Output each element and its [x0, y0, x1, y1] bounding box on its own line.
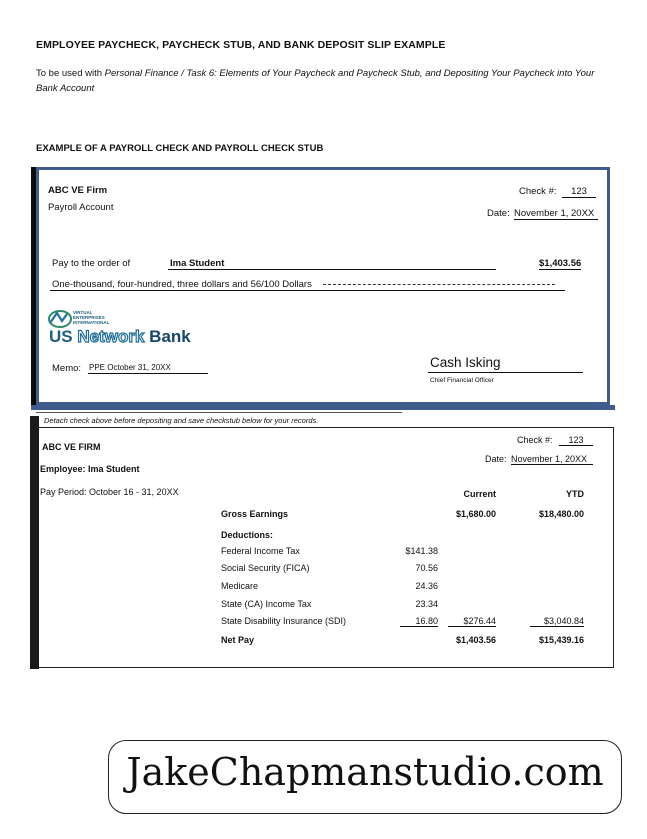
stub-check-number: 123 [559, 435, 593, 446]
deduction-label: Social Security (FICA) [221, 563, 310, 573]
col-current-header: Current [463, 489, 496, 499]
net-pay-ytd: $15,439.16 [538, 635, 584, 645]
stub-date: November 1, 20XX [511, 454, 593, 465]
check-firm-name: ABC VE Firm [48, 185, 108, 196]
deduction-label: Medicare [221, 581, 259, 591]
deductions-total-ytd: $3,040.84 [530, 616, 584, 627]
payee-line [168, 269, 496, 270]
logo-line-1: VIRTUAL [73, 310, 93, 315]
globe-icon [47, 309, 73, 329]
bank-name: US Network Bank [49, 327, 191, 346]
stub-employee: Employee: Ima Student [40, 464, 140, 474]
amount-words-dash-fill [323, 284, 555, 285]
logo-line-2: ENTERPRISES [73, 315, 105, 320]
gross-current: $1,680.00 [455, 509, 496, 519]
memo-line [88, 373, 208, 374]
logo-line-3: INTERNATIONAL [73, 320, 110, 325]
deductions-label: Deductions: [221, 530, 274, 540]
net-pay-label: Net Pay [221, 635, 255, 645]
amount-in-words: One-thousand, four-hundred, three dollars and 56/100 Dollars [52, 279, 312, 290]
col-ytd-header: YTD [566, 489, 584, 499]
detach-line [36, 412, 402, 413]
net-pay-current: $1,403.56 [455, 635, 496, 645]
stub-pay-period: Pay Period: October 16 - 31, 20XX [40, 487, 179, 497]
deduction-label: State (CA) Income Tax [221, 599, 312, 609]
check-account-name: Payroll Account [48, 202, 114, 213]
check-amount: $1,403.56 [539, 258, 582, 269]
memo-text: PPE October 31, 20XX [89, 363, 171, 372]
signature: Cash Isking [430, 355, 501, 370]
check-number: 123 [562, 186, 596, 198]
document-title: EMPLOYEE PAYCHECK, PAYCHECK STUB, AND BANK DEPOSIT SLIP EXAMPLE [36, 39, 446, 51]
deduction-label: State Disability Insurance (SDI) [221, 616, 347, 626]
stub-date-label: Date: [485, 454, 507, 464]
amount-words-line [50, 290, 565, 291]
deduction-amount: 24.36 [415, 581, 438, 591]
deduction-amount: 70.56 [415, 563, 438, 573]
gross-ytd: $18,480.00 [538, 509, 584, 519]
intro-text: To be used with Personal Finance / Task 6: Elements of Your Paycheck and Paycheck Stub, and Depositing Your Paycheck into Your Bank Account [36, 68, 595, 94]
deductions-total-current: $276.44 [448, 616, 496, 627]
watermark-text: JakeChapmanstudio.com [126, 750, 604, 794]
gross-earnings-label: Gross Earnings [221, 509, 289, 519]
memo-label: Memo: [52, 363, 82, 374]
check-number-label: Check #: [519, 186, 557, 197]
check-bottom-border [31, 405, 615, 410]
detach-note: Detach check above before depositing and save checkstub below for your records. [44, 416, 319, 425]
deduction-amount: $141.38 [405, 546, 438, 556]
deduction-amount: 16.80 [400, 616, 438, 627]
signature-line [428, 372, 583, 373]
section-title: EXAMPLE OF A PAYROLL CHECK AND PAYROLL CHECK STUB [36, 143, 324, 154]
signer-title: Chief Financial Officer [430, 377, 494, 384]
pay-to-label: Pay to the order of [52, 258, 131, 269]
stub-check-number-label: Check #: [517, 435, 553, 445]
check-date-label: Date: [487, 208, 510, 219]
stub-firm-name: ABC VE FIRM [42, 442, 101, 452]
check-date: November 1, 20XX [514, 208, 598, 220]
deduction-amount: 23.34 [415, 599, 438, 609]
deduction-label: Federal Income Tax [221, 546, 300, 556]
payee-name: Ima Student [170, 258, 225, 269]
